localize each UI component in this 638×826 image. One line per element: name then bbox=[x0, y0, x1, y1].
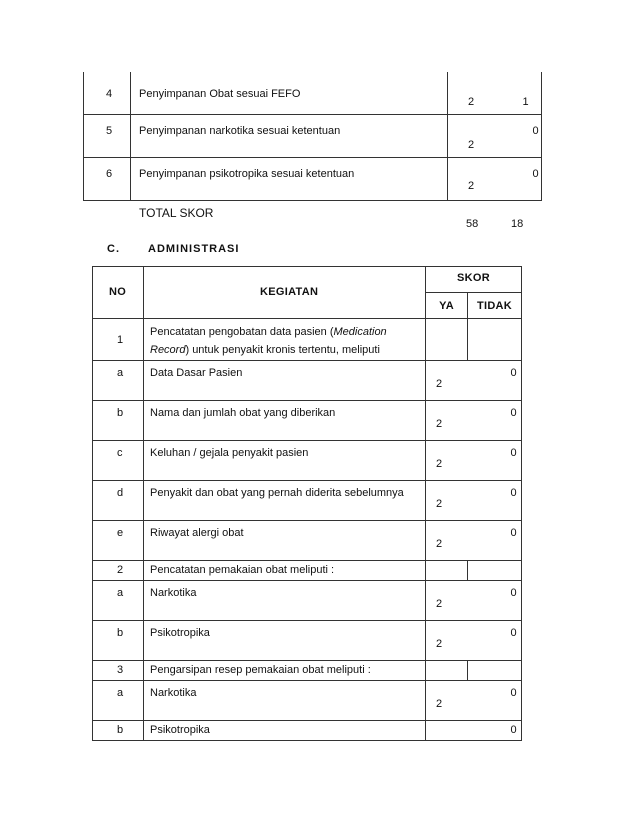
row-number: c bbox=[117, 447, 123, 459]
score-tidak: 0 bbox=[510, 447, 517, 459]
score-ya: 2 bbox=[436, 378, 443, 390]
activity-text: Psikotropika bbox=[150, 724, 210, 736]
row-number: 4 bbox=[106, 88, 113, 100]
table-row bbox=[93, 521, 522, 561]
activity-text: Riwayat alergi obat bbox=[150, 527, 244, 539]
score-tidak: 0 bbox=[510, 367, 517, 379]
row-number: a bbox=[117, 587, 124, 599]
header-row bbox=[93, 267, 522, 293]
table-row bbox=[93, 481, 522, 521]
row-number: b bbox=[117, 627, 124, 639]
score-tidak: 0 bbox=[532, 125, 539, 137]
activity-text: Keluhan / gejala penyakit pasien bbox=[150, 447, 309, 459]
activity-text: Narkotika bbox=[150, 687, 197, 699]
row-number: a bbox=[117, 367, 124, 379]
table-row bbox=[93, 681, 522, 721]
section-title: ADMINISTRASI bbox=[148, 243, 240, 255]
score-tidak: 0 bbox=[510, 627, 517, 639]
activity-text: Pencatatan pemakaian obat meliputi : bbox=[150, 564, 335, 576]
activity-text: Penyimpanan narkotika sesuai ketentuan bbox=[139, 125, 341, 137]
header-no: NO bbox=[109, 286, 127, 298]
header-kegiatan: KEGIATAN bbox=[260, 286, 319, 298]
score-ya: 2 bbox=[436, 598, 443, 610]
total-score-label: TOTAL SKOR bbox=[139, 206, 214, 220]
score-ya: 2 bbox=[436, 458, 443, 470]
score-ya: 2 bbox=[468, 180, 475, 192]
total-score-ya: 58 bbox=[466, 218, 479, 230]
header-skor: SKOR bbox=[457, 272, 490, 284]
row-number: b bbox=[117, 407, 124, 419]
activity-text: Penyimpanan Obat sesuai FEFO bbox=[139, 88, 301, 100]
row-number: b bbox=[117, 724, 124, 736]
score-ya: 2 bbox=[468, 96, 475, 108]
activity-text: Pengarsipan resep pemakaian obat meliputi : bbox=[150, 664, 371, 676]
header-tidak: TIDAK bbox=[476, 300, 513, 312]
table-row bbox=[93, 721, 522, 741]
table-row bbox=[93, 441, 522, 481]
score-ya: 2 bbox=[436, 498, 443, 510]
score-ya: 2 bbox=[468, 139, 475, 151]
storage-score-table bbox=[83, 72, 542, 201]
score-tidak: 0 bbox=[510, 587, 517, 599]
row-number: a bbox=[117, 687, 124, 699]
row-number: 3 bbox=[117, 664, 124, 676]
score-tidak: 0 bbox=[510, 407, 517, 419]
score-ya: 2 bbox=[436, 698, 443, 710]
table-row bbox=[93, 581, 522, 621]
score-tidak: 0 bbox=[532, 168, 539, 180]
row-number: e bbox=[117, 527, 124, 539]
table-row bbox=[84, 115, 542, 158]
table-row bbox=[84, 72, 542, 115]
score-tidak: 0 bbox=[510, 687, 517, 699]
table-row bbox=[93, 319, 522, 361]
table-row bbox=[93, 361, 522, 401]
activity-text-italic: Record bbox=[150, 344, 186, 356]
row-number: 5 bbox=[106, 125, 113, 137]
score-ya: 2 bbox=[436, 538, 443, 550]
activity-text-part: ) untuk penyakit kronis tertentu, meliputi bbox=[185, 344, 380, 356]
row-number: 6 bbox=[106, 168, 113, 180]
table-row bbox=[93, 401, 522, 441]
activity-text bbox=[150, 323, 426, 359]
table-row bbox=[84, 158, 542, 201]
row-number: d bbox=[117, 487, 124, 499]
total-score-tidak: 18 bbox=[511, 218, 524, 230]
header-ya: YA bbox=[439, 300, 454, 312]
activity-text: Penyimpanan psikotropika sesuai ketentuan bbox=[139, 168, 355, 180]
score-ya: 2 bbox=[436, 418, 443, 430]
score-tidak: 0 bbox=[510, 487, 517, 499]
table-row bbox=[93, 561, 522, 581]
table-row bbox=[93, 661, 522, 681]
table-row bbox=[93, 621, 522, 661]
activity-text: Nama dan jumlah obat yang diberikan bbox=[150, 407, 336, 419]
row-number: 2 bbox=[117, 564, 124, 576]
score-tidak: 0 bbox=[510, 527, 517, 539]
administration-table bbox=[92, 266, 522, 741]
activity-text: Psikotropika bbox=[150, 627, 210, 639]
score-ya: 2 bbox=[436, 638, 443, 650]
activity-text: Narkotika bbox=[150, 587, 197, 599]
activity-text: Penyakit dan obat yang pernah diderita sebelumnya bbox=[150, 487, 404, 499]
activity-text: Data Dasar Pasien bbox=[150, 367, 243, 379]
score-tidak: 1 bbox=[522, 96, 529, 108]
score-tidak: 0 bbox=[510, 724, 517, 736]
row-number: 1 bbox=[117, 334, 124, 346]
section-letter: C. bbox=[107, 243, 120, 255]
activity-text-part: Pencatatan pengobatan data pasien ( bbox=[150, 326, 334, 338]
activity-text-italic: Medication bbox=[333, 326, 387, 338]
